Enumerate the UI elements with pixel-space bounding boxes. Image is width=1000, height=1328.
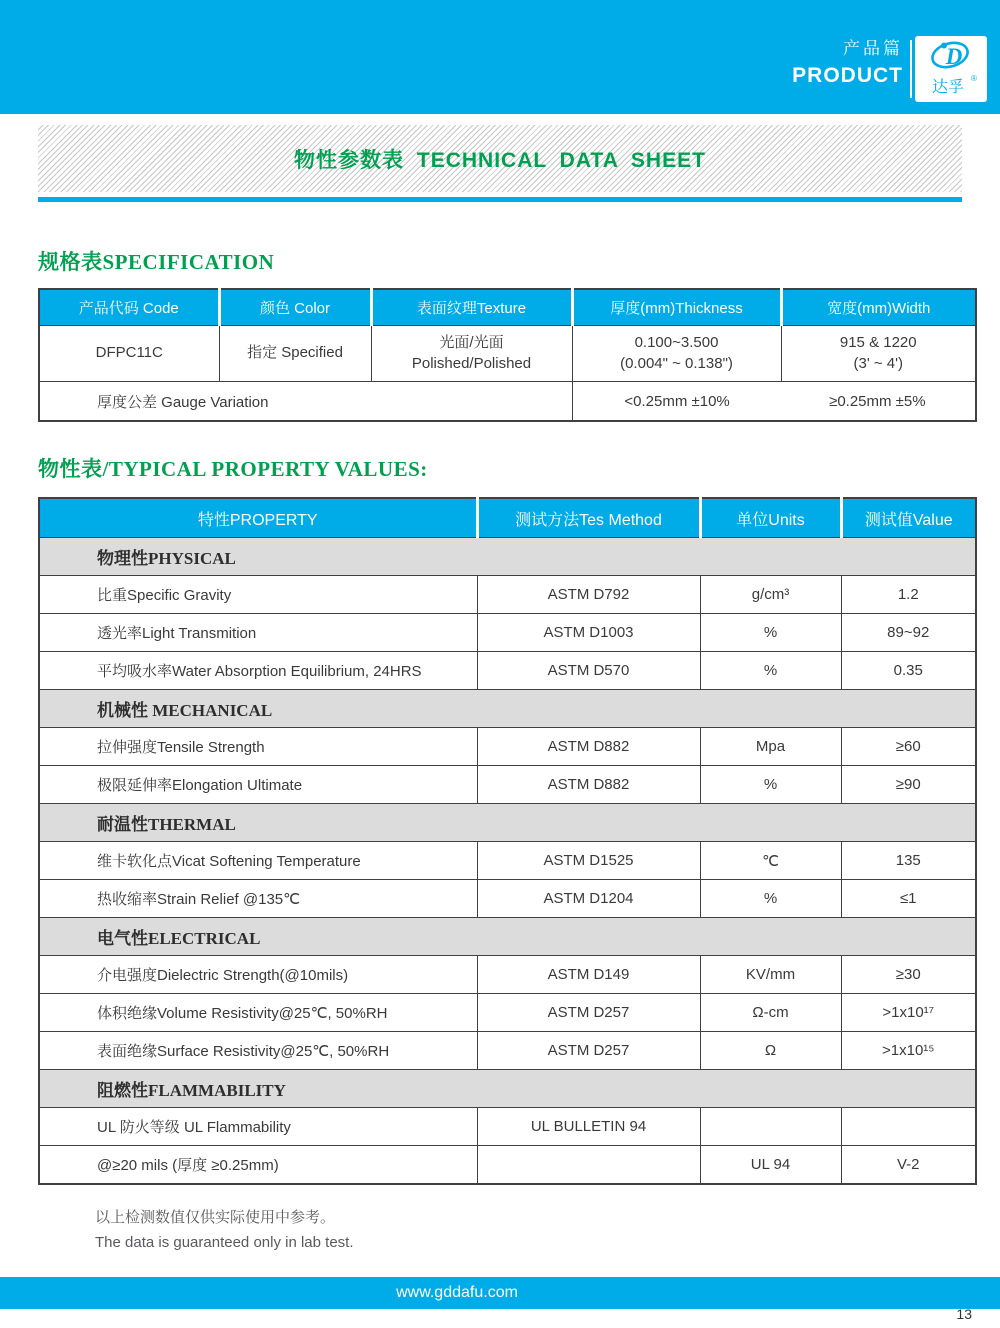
section-row-thermal bbox=[39, 804, 976, 842]
spec-col-thickness: 厚度(mm)Thickness bbox=[572, 289, 781, 326]
gauge-value-under: <0.25mm ±10% bbox=[624, 392, 730, 410]
page-title: 物性参数表 TECHNICAL DATA SHEET bbox=[294, 148, 706, 172]
property-cell: 比重Specific Gravity bbox=[39, 576, 477, 614]
product-category-block bbox=[792, 38, 903, 89]
spec-col-texture: 表面纹理Texture bbox=[371, 289, 572, 326]
method-cell: ASTM D882 bbox=[477, 766, 700, 804]
section-row-physical bbox=[39, 538, 976, 576]
table-row bbox=[39, 842, 976, 880]
method-cell: ASTM D792 bbox=[477, 576, 700, 614]
registered-mark: ® bbox=[971, 74, 977, 83]
units-cell bbox=[700, 1108, 841, 1146]
logo-text: 达孚 bbox=[931, 79, 965, 96]
section-label: 机械性 MECHANICAL bbox=[39, 690, 976, 728]
value-cell: ≥60 bbox=[841, 728, 976, 766]
units-cell: Ω-cm bbox=[700, 994, 841, 1032]
page-number: 13 bbox=[956, 1306, 972, 1322]
gauge-variation-label: 厚度公差 Gauge Variation bbox=[39, 382, 572, 422]
table-row bbox=[39, 880, 976, 918]
value-cell: 89~92 bbox=[841, 614, 976, 652]
col-property: 特性PROPERTY bbox=[39, 498, 477, 538]
col-test-method: 测试方法Tes Method bbox=[477, 498, 700, 538]
section-label: 物理性PHYSICAL bbox=[39, 538, 976, 576]
method-cell: ASTM D257 bbox=[477, 1032, 700, 1070]
property-cell: 表面绝缘Surface Resistivity@25℃, 50%RH bbox=[39, 1032, 477, 1070]
section-row-electrical bbox=[39, 918, 976, 956]
units-cell: Ω bbox=[700, 1032, 841, 1070]
property-section-heading: 物性表/TYPICAL PROPERTY VALUES: bbox=[38, 457, 428, 481]
property-cell: 拉伸强度Tensile Strength bbox=[39, 728, 477, 766]
spec-width-cell bbox=[781, 326, 976, 382]
property-cell: 维卡软化点Vicat Softening Temperature bbox=[39, 842, 477, 880]
value-cell bbox=[841, 1108, 976, 1146]
property-cell: @≥20 mils (厚度 ≥0.25mm) bbox=[39, 1146, 477, 1185]
value-cell: >1x10¹⁷ bbox=[841, 994, 976, 1032]
method-cell: ASTM D570 bbox=[477, 652, 700, 690]
category-label-cn: 产品篇 bbox=[843, 39, 903, 58]
value-cell: 135 bbox=[841, 842, 976, 880]
category-label-en: PRODUCT bbox=[792, 64, 903, 87]
value-cell: ≥90 bbox=[841, 766, 976, 804]
banner-divider bbox=[910, 40, 912, 98]
units-cell: UL 94 bbox=[700, 1146, 841, 1185]
section-row-flammability bbox=[39, 1070, 976, 1108]
method-cell: ASTM D1204 bbox=[477, 880, 700, 918]
width-line1: 915 & 1220 bbox=[839, 334, 917, 352]
spec-col-code: 产品代码 Code bbox=[39, 289, 219, 326]
value-cell: V-2 bbox=[841, 1146, 976, 1185]
divider-rule bbox=[38, 197, 962, 202]
property-cell: 透光率Light Transmition bbox=[39, 614, 477, 652]
top-banner bbox=[0, 0, 1000, 114]
table-row bbox=[39, 576, 976, 614]
col-value: 测试值Value bbox=[841, 498, 976, 538]
website-url: www.gddafu.com bbox=[396, 1284, 518, 1301]
table-row bbox=[39, 766, 976, 804]
table-row bbox=[39, 994, 976, 1032]
property-cell: 介电强度Dielectric Strength(@10mils) bbox=[39, 956, 477, 994]
units-cell: KV/mm bbox=[700, 956, 841, 994]
specification-table bbox=[38, 288, 977, 422]
method-cell: ASTM D1525 bbox=[477, 842, 700, 880]
property-cell: 体积绝缘Volume Resistivity@25℃, 50%RH bbox=[39, 994, 477, 1032]
thickness-line2: (0.004" ~ 0.138") bbox=[620, 354, 733, 372]
width-line2: (3' ~ 4') bbox=[853, 354, 903, 372]
method-cell bbox=[477, 1146, 700, 1185]
texture-line1: 光面/光面 bbox=[439, 334, 504, 352]
value-cell: ≥30 bbox=[841, 956, 976, 994]
table-row bbox=[39, 1146, 976, 1185]
value-cell: 1.2 bbox=[841, 576, 976, 614]
section-label: 阻燃性FLAMMABILITY bbox=[39, 1070, 976, 1108]
gauge-variation-values bbox=[572, 382, 976, 422]
table-row bbox=[39, 728, 976, 766]
spec-section-heading: 规格表SPECIFICATION bbox=[38, 250, 275, 274]
disclaimer-line-en: The data is guaranteed only in lab test. bbox=[95, 1234, 354, 1251]
spec-code-cell: DFPC11C bbox=[39, 326, 219, 382]
value-cell: >1x10¹⁵ bbox=[841, 1032, 976, 1070]
property-values-table bbox=[38, 497, 977, 1185]
table-row bbox=[39, 1032, 976, 1070]
units-cell: Mpa bbox=[700, 728, 841, 766]
property-cell: 热收缩率Strain Relief @135℃ bbox=[39, 880, 477, 918]
company-logo bbox=[915, 36, 987, 102]
units-cell: % bbox=[700, 652, 841, 690]
logo-monogram: D bbox=[945, 44, 963, 69]
thickness-line1: 0.100~3.500 bbox=[634, 334, 719, 352]
method-cell: ASTM D882 bbox=[477, 728, 700, 766]
spec-header-row bbox=[39, 289, 976, 326]
property-header-row bbox=[39, 498, 976, 538]
footer-bar bbox=[0, 1277, 1000, 1309]
spec-col-color: 颜色 Color bbox=[219, 289, 371, 326]
col-units: 单位Units bbox=[700, 498, 841, 538]
gauge-variation-row bbox=[39, 382, 976, 422]
section-label: 耐温性THERMAL bbox=[39, 804, 976, 842]
units-cell: ℃ bbox=[700, 842, 841, 880]
gauge-value-over: ≥0.25mm ±5% bbox=[829, 392, 926, 410]
units-cell: % bbox=[700, 766, 841, 804]
units-cell: % bbox=[700, 614, 841, 652]
method-cell: ASTM D257 bbox=[477, 994, 700, 1032]
section-row-mechanical bbox=[39, 690, 976, 728]
spec-texture-cell bbox=[371, 326, 572, 382]
texture-line2: Polished/Polished bbox=[411, 354, 532, 372]
spec-color-cell: 指定 Specified bbox=[219, 326, 371, 382]
property-cell: 平均吸水率Water Absorption Equilibrium, 24HRS bbox=[39, 652, 477, 690]
title-band bbox=[38, 125, 962, 192]
value-cell: ≤1 bbox=[841, 880, 976, 918]
property-cell: 极限延伸率Elongation Ultimate bbox=[39, 766, 477, 804]
method-cell: UL BULLETIN 94 bbox=[477, 1108, 700, 1146]
method-cell: ASTM D149 bbox=[477, 956, 700, 994]
spec-col-width: 宽度(mm)Width bbox=[781, 289, 976, 326]
spec-thickness-cell bbox=[572, 326, 781, 382]
units-cell: g/cm³ bbox=[700, 576, 841, 614]
table-row bbox=[39, 1108, 976, 1146]
method-cell: ASTM D1003 bbox=[477, 614, 700, 652]
table-row bbox=[39, 956, 976, 994]
units-cell: % bbox=[700, 880, 841, 918]
section-label: 电气性ELECTRICAL bbox=[39, 918, 976, 956]
table-row bbox=[39, 652, 976, 690]
value-cell: 0.35 bbox=[841, 652, 976, 690]
spec-data-row bbox=[39, 326, 976, 382]
disclaimer-line-cn: 以上检测数值仅供实际使用中参考。 bbox=[95, 1209, 336, 1226]
table-row bbox=[39, 614, 976, 652]
dafu-logo-icon bbox=[915, 36, 987, 102]
disclaimer-notes bbox=[95, 1205, 354, 1255]
property-cell: UL 防火等级 UL Flammability bbox=[39, 1108, 477, 1146]
